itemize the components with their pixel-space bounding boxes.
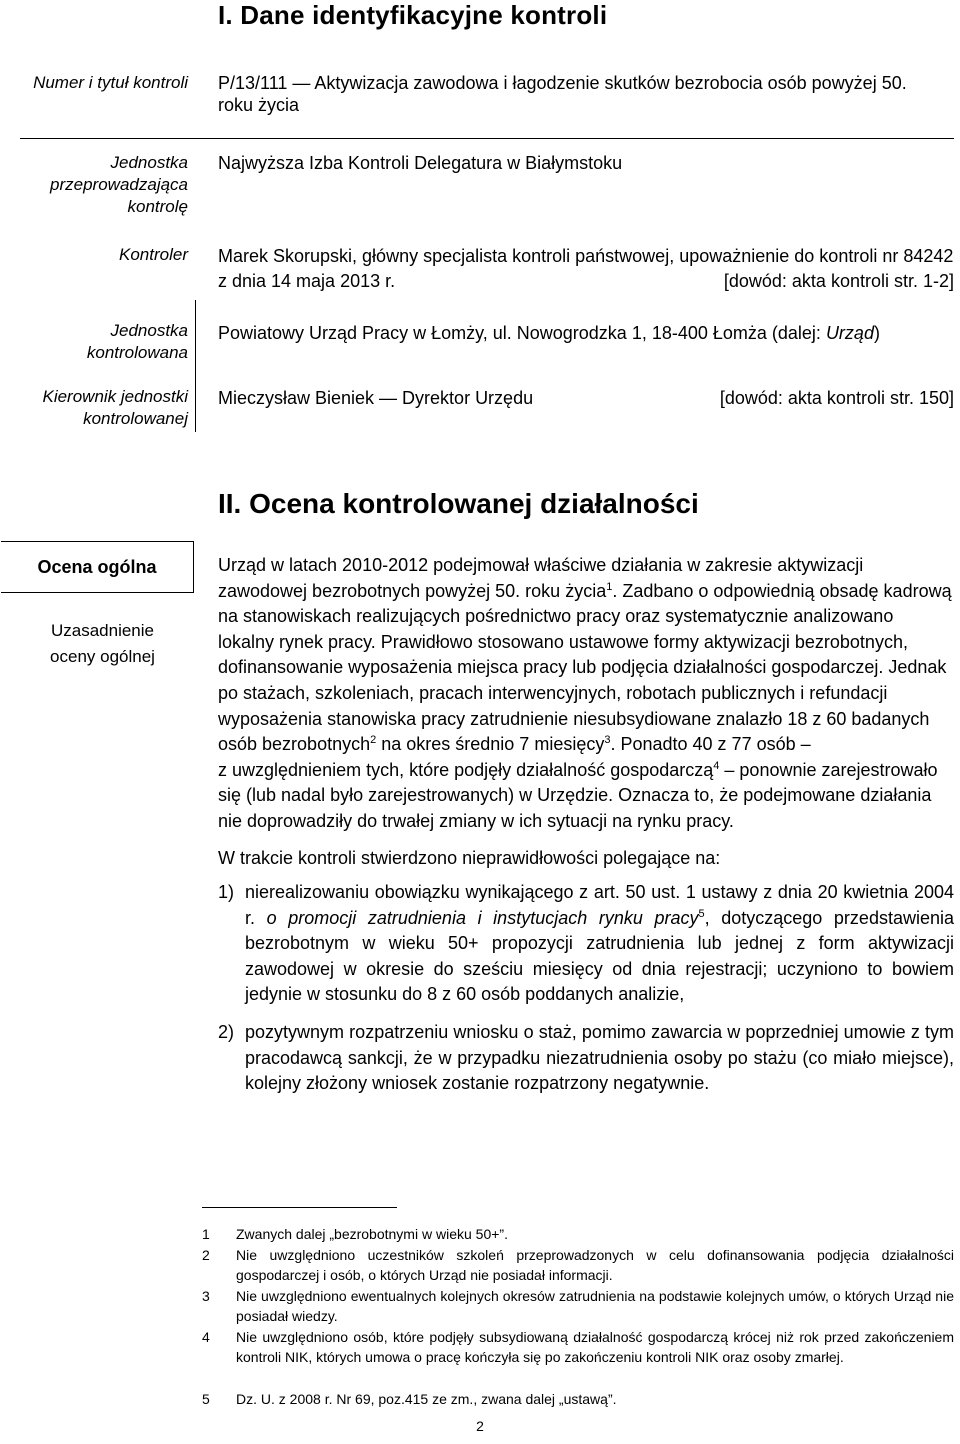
- value-controlled-unit: Powiatowy Urząd Pracy w Łomży, ul. Nowogrodzka 1, 18-400 Łomża (dalej: Urząd): [218, 323, 880, 343]
- page-number: 2: [476, 1418, 484, 1434]
- justification-label: Uzasadnienie oceny ogólnej: [50, 621, 155, 666]
- list-item-2-number: 2): [218, 1022, 235, 1042]
- label-controller: Kontroler: [119, 245, 188, 264]
- assessment-paragraph: Urząd w latach 2010-2012 podejmował właściwe działania w zakresie aktywizacji zawodowej bezrobotnych powyżej 50. roku życia$^1$. Zadbano o odpowiednią obsadę kadrową na stanowiskach realizujących pośrednictwo pracy oraz systematycznie analizowano lokalny rynek pracy. Prawidłowo stosowano ustawowe formy aktywizacji bezrobotnych, dofinansowanie wyposażenia miejsca pracy lub podjęcia działalności gospodarczej. Jednak po stażach, szkoleniach, pracach interwencyjnych, robotach publicznych i refundacji wyposażenia stanowiska pracy zatrudnienie niesubsydiowane znalazło 18 z 60 badanych osób bezrobotnych$^2$ na okres średnio 7 miesięcy$^3$. Ponadto 40 z 77 osób – z uwzględnieniem tych, które podjęły działalność gospodarczą$^4$ – ponownie zarejestrowało się (lub nadal było zarejestrowanych) w Urzędzie. Oznacza to, że podejmowane działania nie doprowadziły do trwałej zmiany w ich sytuacji na rynku pracy.: [218, 555, 952, 831]
- label-controlled-unit: Jednostka kontrolowana: [86, 321, 188, 362]
- section-1-title: I. Dane identyfikacyjne kontroli: [218, 0, 608, 30]
- list-item-1: [218, 880, 954, 1010]
- value-control-number: P/13/111 — Aktywizacja zawodowa i łagodzenie skutków bezrobocia osób powyżej 50. roku życia: [218, 73, 907, 115]
- row-divider: [20, 138, 954, 139]
- list-item-2: [218, 1020, 954, 1100]
- vertical-divider: [195, 300, 196, 432]
- value-controller-line1: Marek Skorupski, główny specjalista kontroli państwowej, upoważnienie do kontroli nr 84242: [218, 246, 954, 266]
- value-conducting-unit: Najwyższa Izba Kontroli Delegatura w Białymstoku: [218, 153, 623, 173]
- list-item-1-text: nierealizowaniu obowiązku wynikającego z art. 50 ust. 1 ustawy z dnia 20 kwietnia 2004 r. o promocji zatrudnienia i instytucjach rynku pracy$^5$, dotyczącego przedstawienia bezrobotnym w wieku 50+ propozycji zatrudnienia lub jednej z form aktywizacji zawodowej w okresie do sześciu miesięcy od dnia rejestracji; uczyniono to bowiem jedynie w stosunku do 8 z 60 osób poddanych analizie,: [245, 882, 954, 1005]
- overall-rating-box: [1, 541, 194, 593]
- label-conducting-unit: Jednostka przeprowadzająca kontrolę: [50, 153, 188, 216]
- evidence-controller: [dowód: akta kontroli str. 1-2]: [723, 271, 954, 291]
- list-item-2-text: pozytywnym rozpatrzeniu wniosku o staż, pomimo zawarcia w poprzedniej umowie z tym pracodawcą sankcji, że w przypadku niezatrudnienia osoby po stażu (co miało miejsce), kolejny złożony wniosek zostanie rozpatrzony negatywnie.: [245, 1022, 954, 1094]
- irregularities-intro: W trakcie kontroli stwierdzono nieprawidłowości polegające na:: [218, 848, 721, 868]
- footnote-separator: [202, 1207, 397, 1208]
- evidence-unit-head: [dowód: akta kontroli str. 150]: [719, 388, 954, 408]
- value-controller-line2: z dnia 14 maja 2013 r.: [218, 271, 396, 291]
- section-2-title: II. Ocena kontrolowanej działalności: [218, 488, 699, 519]
- overall-rating-label: Ocena ogólna: [37, 556, 157, 577]
- list-item-1-number: 1): [218, 882, 235, 902]
- label-control-number: Numer i tytuł kontroli: [33, 73, 188, 92]
- label-unit-head: Kierownik jednostki kontrolowanej: [42, 387, 188, 428]
- value-unit-head: Mieczysław Bieniek — Dyrektor Urzędu: [218, 388, 534, 408]
